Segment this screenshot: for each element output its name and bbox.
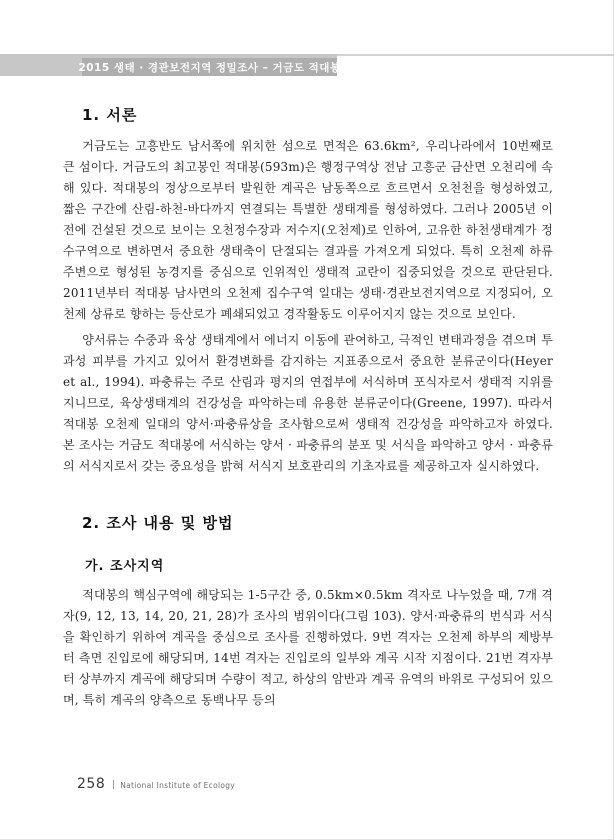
- study-area-paragraph-1: 적대봉의 핵심구역에 해당되는 1-5구간 중, 0.5km×0.5km 격자로 나누었을 때, 7개 격자(9, 12, 13, 14, 20, 21, 28)가 조사의 범위이다(그림 103). 양서·파충류의 번식과 서식을 확인하기 위하여 계곡을 중심으로 조사를 진행하였다. 9번 격자는 오천제 하부의 제방부터 측면 진입로에 해당되며, 14번 격자는 진입로의 일부와 계곡 시작 지점이다. 21번 격자부터 상부까지 계곡에 해당되며 수량이 적고, 하상의 암반과 계곡 유역의 바위로 구성되어 있으며, 특히 계곡의 양측으로 동백나무 등의: [63, 588, 553, 707]
- page-content: [63, 100, 553, 711]
- page-number: 258: [77, 776, 106, 792]
- intro-paragraph-1: 거금도는 고흥반도 남서쪽에 위치한 섬으로 면적은 63.6km², 우리나라에서 10번째로 큰 섬이다. 거금도의 최고봉인 적대봉(593m)은 행정구역상 전남 고흥군 금산면 오천리에 속해 있다. 적대봉의 정상으로부터 발원한 계곡은 남동쪽으로 흐르면서 오천천을 형성하였고, 짧은 구간에 산림-하천-바다까지 연결되는 특별한 생태계를 형성하였다. 그러나 2005년 이전에 건설된 것으로 보이는 오천정수장과 저수지(오천제)로 인하여, 고유한 하천생태계가 정수구역으로 변하면서 중요한 생태축이 단절되는 결과를 가져오게 되었다. 특히 오천제 하류 주변으로 형성된 농경지를 중심으로 인위적인 생태적 교란이 집중되었을 것으로 판단된다. 2011년부터 적대봉 남사면의 오천제 집수구역 일대는 생태·경관보전지역으로 지정되어, 오천제 상류로 향하는 등산로가 폐쇄되었고 경작활동도 이루어지지 않는 것으로 보인다.: [63, 139, 553, 321]
- section-heading-methods: 2. 조사 내용 및 방법: [82, 514, 234, 532]
- report-header-bar: [0, 54, 341, 76]
- footer-separator: [113, 780, 114, 789]
- report-header-title: 2015 생태 · 경관보전지역 정밀조사 – 거금도 적대봉: [82, 58, 337, 76]
- intro-paragraph-2: 양서류는 수중과 육상 생태계에서 에너지 이동에 관여하고, 극적인 변태과정을 겪으며 투과성 피부를 가지고 있어서 환경변화를 감지하는 지표종으로서 중요한 분류군이다(Heyer et al., 1994). 파충류는 주로 산림과 평지의 연접부에 서식하며 포식자로서 생태적 지위를 지니므로, 육상생태계의 건강성을 파악하는데 유용한 분류군이다(Greene, 1997). 따라서 적대봉 오천제 일대의 양서·파충류상을 조사함으로써 생태적 건강성을 파악하고자 하였다. 본 조사는 거금도 적대봉에 서식하는 양서 · 파충류의 분포 및 서식을 파악하고 양서 · 파충류의 서식지로서 갖는 중요성을 밝혀 서식지 보호관리의 기초자료를 제공하고자 실시하였다.: [63, 333, 553, 473]
- page-footer: [77, 776, 235, 792]
- publisher-name: National Institute of Ecology: [120, 780, 236, 790]
- section-heading-intro: 1. 서론: [82, 106, 138, 124]
- subsection-heading-study-area: 가. 조사지역: [85, 559, 165, 574]
